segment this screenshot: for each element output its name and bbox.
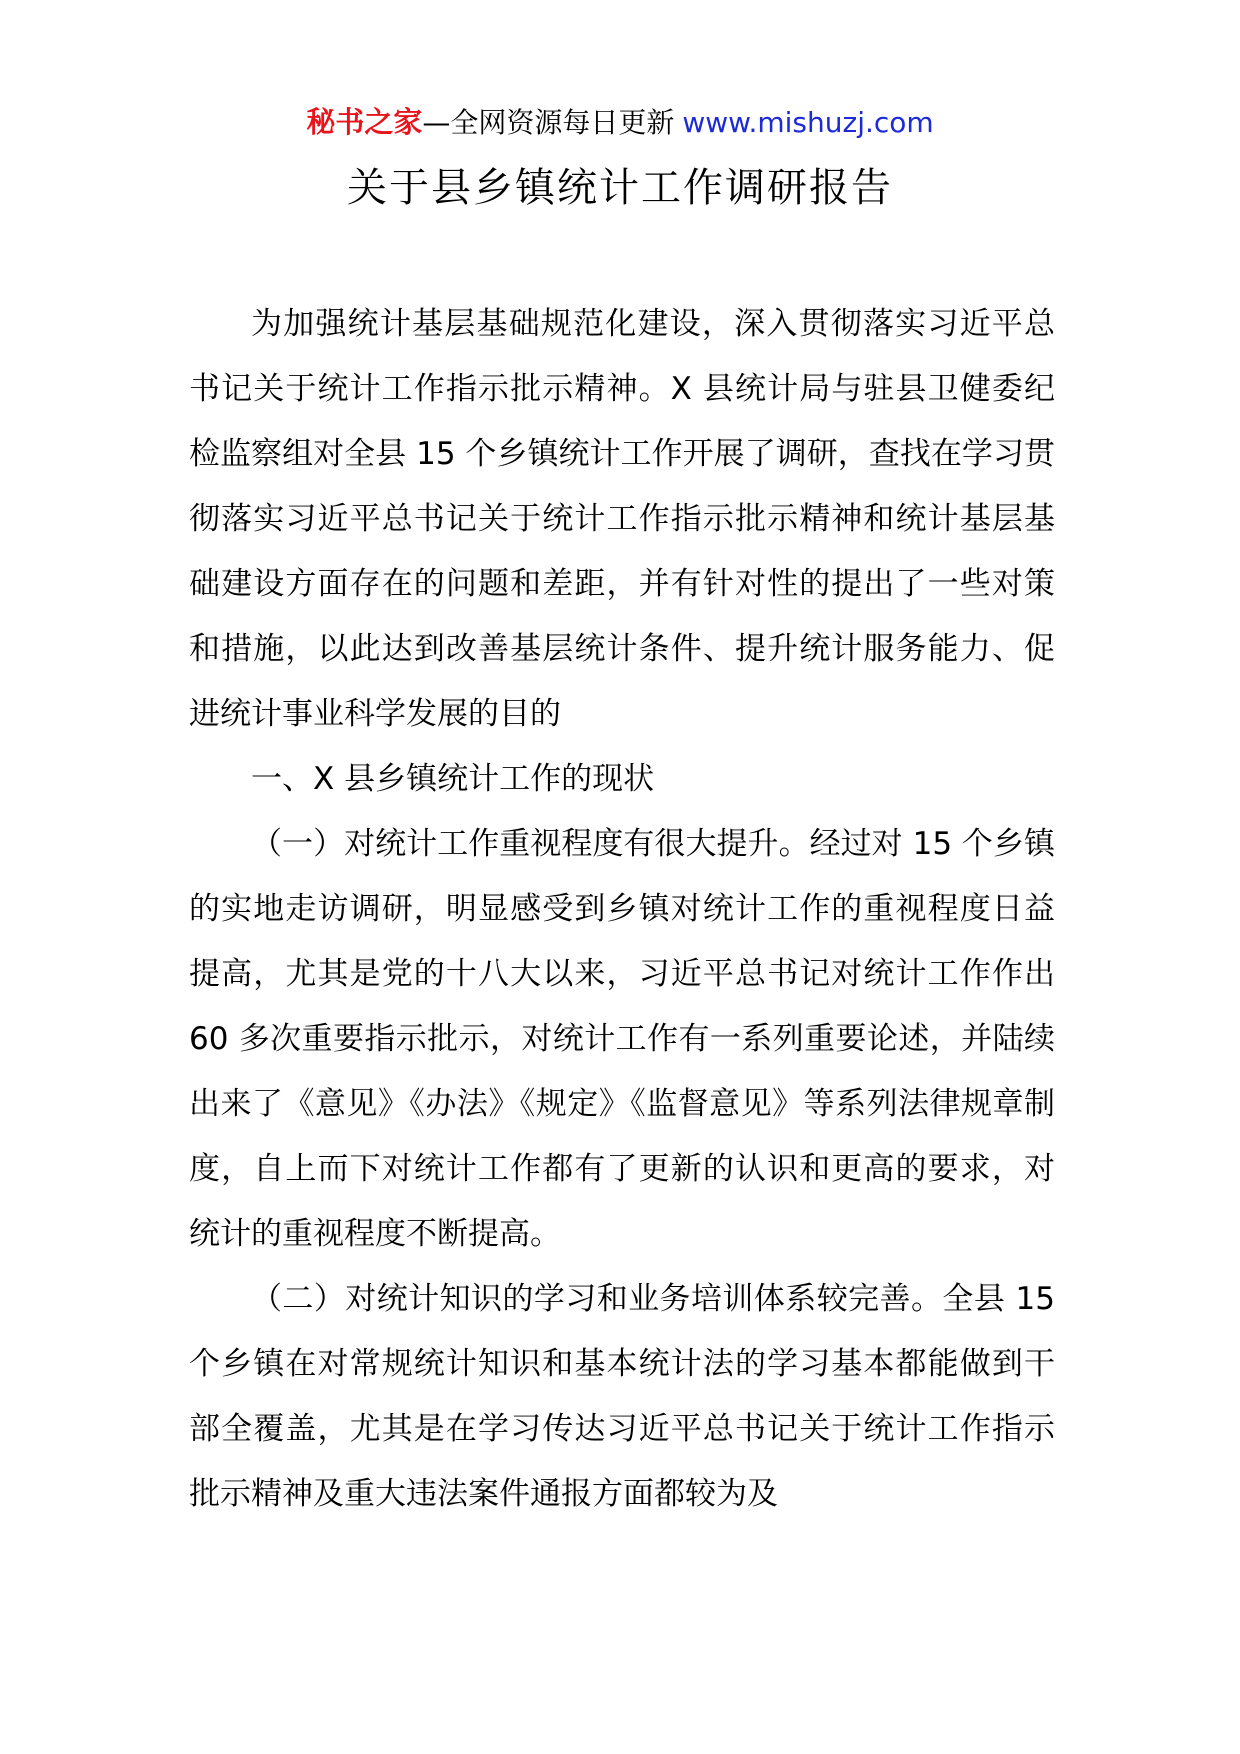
site-brand: 秘书之家 xyxy=(306,105,423,139)
site-url-link[interactable]: www.mishuzj.com xyxy=(682,106,934,139)
paragraph-subsection-1: （一）对统计工作重视程度有很大提升。经过对 15 个乡镇的实地走访调研，明显感受到乡镇对统计工作的重视程度日益提高，尤其是党的十八大以来，习近平总书记对统计工作作出 60 多次重要指示批示，对统计工作有一系列重要论述，并陆续出来了《意见》《办法》《规定》《监督意见》等系列法律规章制度，自上而下对统计工作都有了更新的认识和更高的要求，对统计的重视程度不断提高。 xyxy=(189,826,1055,1252)
paragraph-intro: 为加强统计基层基础规范化建设，深入贯彻落实习近平总书记关于统计工作指示批示精神。X 县统计局与驻县卫健委纪检监察组对全县 15 个乡镇统计工作开展了调研，查找在学习贯彻落实习近平总书记关于统计工作指示批示精神和统计基层基础建设方面存在的问题和差距，并有针对性的提出了一些对策和措施，以此达到改善基层统计条件、提升统计服务能力、促进统计事业科学发展的目的 xyxy=(189,306,1055,732)
section-heading: 一、X 县乡镇统计工作的现状 xyxy=(251,761,655,797)
site-header xyxy=(0,102,1240,143)
document-body xyxy=(189,292,1055,1527)
paragraph-subsection-2: （二）对统计知识的学习和业务培训体系较完善。全县 15 个乡镇在对常规统计知识和基本统计法的学习基本都能做到干部全覆盖，尤其是在学习传达习近平总书记关于统计工作指示批示精神及重大违法案件通报方面都较为及 xyxy=(189,1281,1055,1512)
page-title: 关于县乡镇统计工作调研报告 xyxy=(347,165,893,211)
site-tagline: —全网资源每日更新 xyxy=(422,106,675,139)
